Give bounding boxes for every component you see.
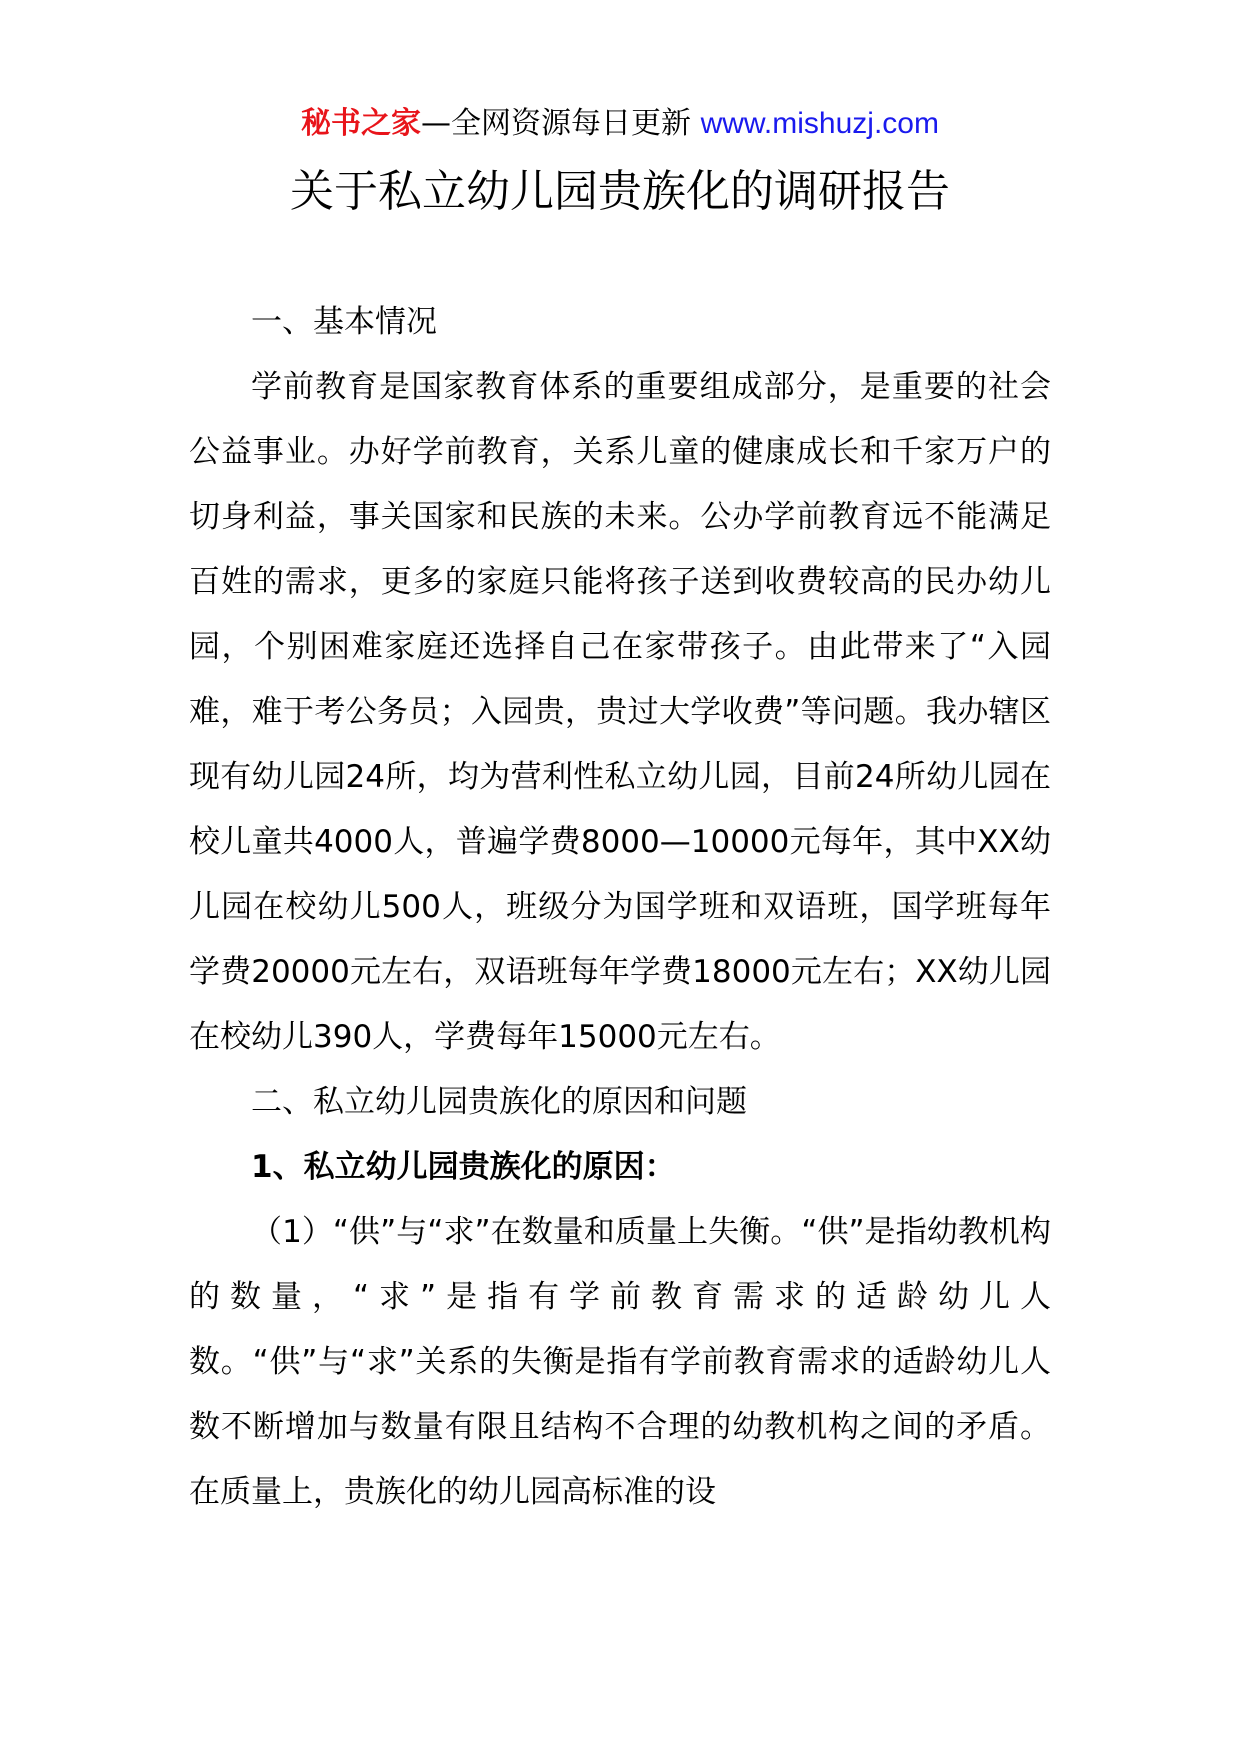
site-banner (0, 100, 1240, 148)
subsection-heading-causes: 1、私立幼儿园贵族化的原因： (251, 1149, 676, 1185)
paragraph-basic-situation: 学前教育是国家教育体系的重要组成部分，是重要的社会公益事业。办好学前教育，关系儿童的健康成长和千家万户的切身利益，事关国家和民族的未来。公办学前教育远不能满足百姓的需求，更多的家庭只能将孩子送到收费较高的民办幼儿园，个别困难家庭还选择自己在家带孩子。由此带来了“入园难，难于考公务员；入园贵，贵过大学收费”等问题。我办辖区现有幼儿园24所，均为营利性私立幼儿园，目前24所幼儿园在校儿童共4000人，普遍学费8000—10000元每年，其中XX幼儿园在校幼儿500人，班级分为国学班和双语班，国学班每年学费20000元左右，双语班每年学费18000元左右；XX幼儿园在校幼儿390人，学费每年15000元左右。 (189, 369, 1051, 1055)
document-body (189, 290, 1051, 1525)
paragraph-supply-demand: （1）“供”与“求”在数量和质量上失衡。“供”是指幼教机构的数量，“求”是指有学前教育需求的适龄幼儿人数。“供”与“求”关系的失衡是指有学前教育需求的适龄幼儿人数不断增加与数量有限且结构不合理的幼教机构之间的矛盾。在质量上，贵族化的幼儿园高标准的设 (189, 1214, 1051, 1510)
brand-name: 秘书之家 (301, 106, 422, 141)
site-url[interactable]: www.mishuzj.com (700, 107, 939, 140)
section-heading-basic-situation: 一、基本情况 (251, 304, 437, 340)
banner-slogan: —全网资源每日更新 (421, 106, 701, 141)
document-title: 关于私立幼儿园贵族化的调研报告 (290, 166, 950, 217)
section-heading-causes-and-problems: 二、私立幼儿园贵族化的原因和问题 (251, 1084, 747, 1120)
